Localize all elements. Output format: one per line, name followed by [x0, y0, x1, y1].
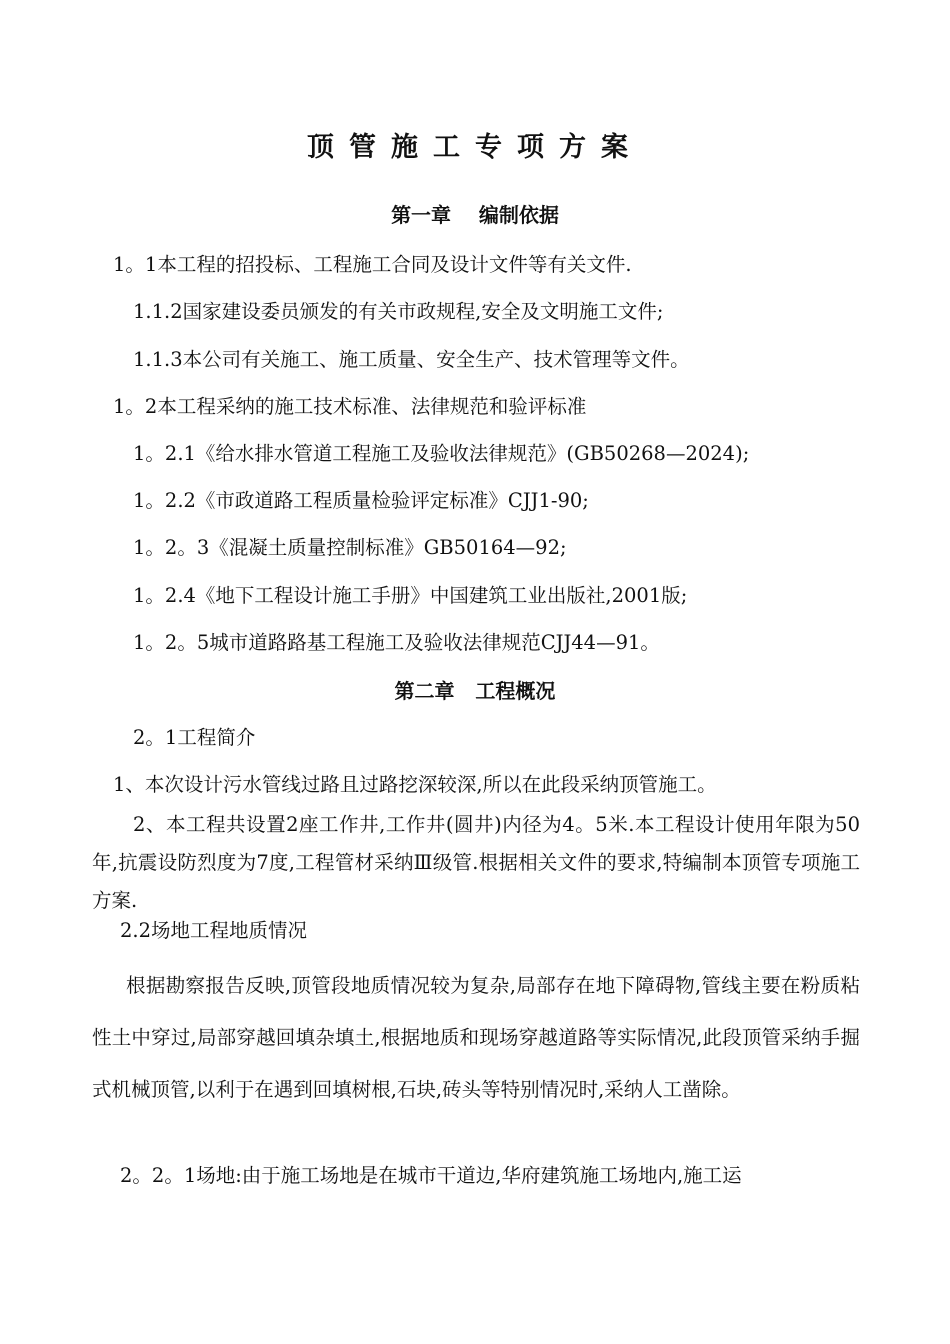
clause-1-2: 1。2本工程采纳的施工技术标准、法律规范和验评标准	[113, 395, 587, 418]
clause-1-2-3: 1。2。3《混凝土质量控制标准》GB50164—92;	[133, 536, 567, 559]
document-title: 顶管施工专项方案	[307, 132, 643, 163]
site-paragraph: 2。2。1场地:由于施工场地是在城市干道边,华府建筑施工场地内,施工运	[120, 1164, 742, 1187]
geology-paragraph: 根据勘察报告反映,顶管段地质情况较为复杂,局部存在地下障碍物,管线主要在粉质粘性土中穿过,局部穿越回填杂填土,根据地质和现场穿越道路等实际情况,此段顶管采纳手掘式机械顶管,以利于在遇到回填树根,石块,砖头等特别情况时,采纳人工凿除。	[92, 974, 860, 1101]
clause-1-1-3: 1.1.3本公司有关施工、施工质量、安全生产、技术管理等文件。	[133, 348, 690, 371]
section-2-1-heading: 2。1工程简介	[133, 726, 256, 749]
clause-1-1: 1。1本工程的招投标、工程施工合同及设计文件等有关文件.	[113, 253, 632, 276]
project-point-2: 2、本工程共设置2座工作井,工作井(圆井)内径为4。5米.本工程设计使用年限为50年,抗震设防烈度为7度,工程管材采纳Ⅲ级管.根据相关文件的要求,特编制本顶管专项施工方案.	[92, 813, 860, 912]
section-2-2-heading: 2.2场地工程地质情况	[120, 919, 308, 942]
chapter-1-heading: 第一章 编制依据	[391, 203, 559, 227]
project-point-1: 1、本次设计污水管线过路且过路挖深较深,所以在此段采纳顶管施工。	[113, 773, 717, 796]
clause-1-1-2: 1.1.2国家建设委员颁发的有关市政规程,安全及文明施工文件;	[133, 300, 664, 323]
clause-1-2-5: 1。2。5城市道路路基工程施工及验收法律规范CJJ44—91。	[133, 631, 660, 654]
chapter-2-heading: 第二章 工程概况	[394, 679, 556, 703]
clause-1-2-1: 1。2.1《给水排水管道工程施工及验收法律规范》(GB50268—2024);	[133, 442, 750, 465]
clause-1-2-2: 1。2.2《市政道路工程质量检验评定标准》CJJ1-90;	[133, 489, 589, 512]
clause-1-2-4: 1。2.4《地下工程设计施工手册》中国建筑工业出版社,2001版;	[133, 584, 688, 607]
